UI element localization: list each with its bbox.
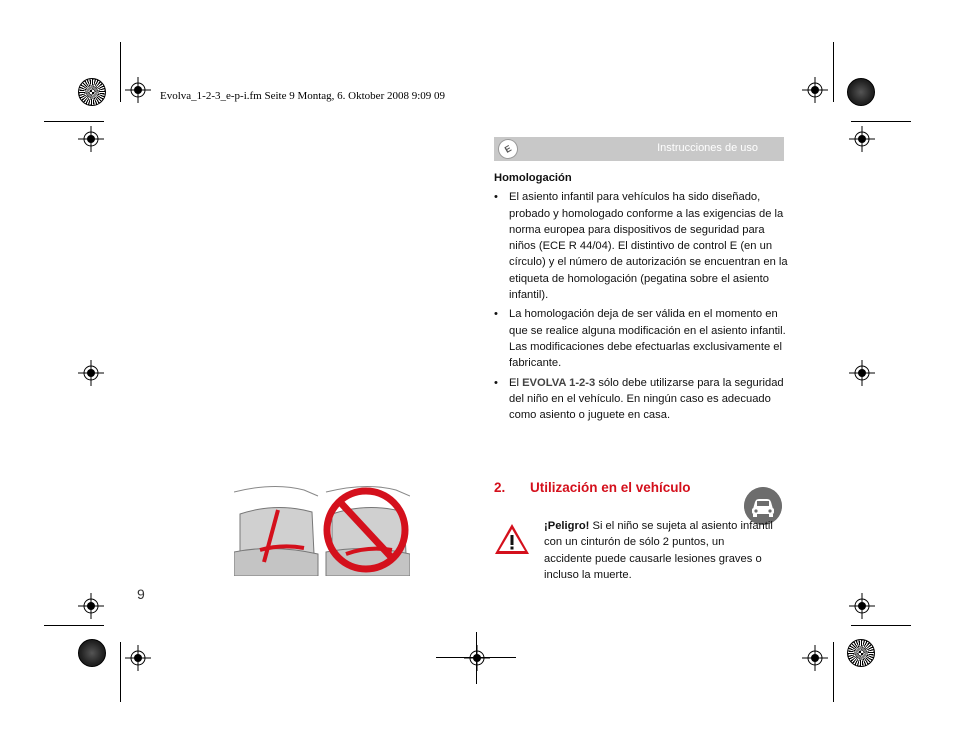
crop-line	[833, 42, 834, 102]
registration-mark-icon	[849, 360, 875, 386]
registration-mark-icon	[125, 77, 151, 103]
seat-belt-illustration	[234, 482, 410, 576]
correct-belt-image	[234, 482, 318, 576]
bullet-text-prefix: El	[509, 376, 523, 389]
crop-line	[476, 632, 477, 684]
list-item	[494, 375, 788, 424]
registration-mark-icon	[802, 645, 828, 671]
crop-line	[44, 625, 104, 626]
color-bar-target-icon	[847, 78, 875, 106]
section-number: 2.	[494, 480, 506, 495]
star-target-icon	[847, 639, 875, 667]
crop-line	[833, 642, 834, 702]
registration-mark-icon	[849, 593, 875, 619]
language-badge: E	[494, 135, 521, 162]
homologation-section	[494, 170, 788, 426]
crop-line	[120, 642, 121, 702]
list-item: • La homologación deja de ser válida en el momento en que se realice alguna modificación en el asiento infantil. Las modificaciones debe efectuarlas exclusivamente el fabricante.	[494, 306, 788, 371]
registration-mark-icon	[464, 645, 490, 671]
homologation-heading: Homologación	[494, 172, 572, 184]
registration-mark-icon	[849, 126, 875, 152]
registration-mark-icon	[802, 77, 828, 103]
bullet-text-suffix: sólo debe utilizarse para la seguridad del niño en el vehículo. En ningún caso es adecuado como asiento o juguete en casa.	[509, 376, 784, 422]
crop-line	[851, 625, 911, 626]
page-number: 9	[137, 586, 145, 602]
crop-line	[851, 121, 911, 122]
incorrect-belt-image	[326, 482, 410, 576]
product-name: EVOLVA 1-2-3	[522, 376, 596, 389]
registration-mark-icon	[78, 593, 104, 619]
warning-body: Si el niño se sujeta al asiento infantil con un cinturón de sólo 2 puntos, un accidente puede causarle lesiones graves o incluso la muerte.	[544, 520, 773, 581]
warning-text	[544, 518, 774, 583]
list-item: • El asiento infantil para vehículos ha sido diseñado, probado y homologado conforme a las exigencias de la norma europea para dispositivos de seguridad para niños (ECE R 44/04). El distintivo de control E (en un círculo) y el número de autorización se encuentran en la etiqueta de homologación (pegatina sobre el asiento infantil).	[494, 189, 788, 303]
section-title: Utilización en el vehículo	[530, 480, 691, 495]
registration-mark-icon	[78, 126, 104, 152]
color-bar-target-icon	[78, 639, 106, 667]
registration-mark-icon	[78, 360, 104, 386]
section-heading	[494, 480, 691, 495]
section-bar-title: Instrucciones de uso	[657, 142, 758, 154]
registration-mark-icon	[125, 645, 151, 671]
warning-triangle-icon	[494, 523, 530, 555]
print-header-line: Evolva_1-2-3_e-p-i.fm Seite 9 Montag, 6. Oktober 2008 9:09 09	[160, 90, 446, 102]
warning-label: ¡Peligro!	[544, 520, 590, 532]
section-bar	[494, 137, 784, 161]
homologation-list	[494, 189, 788, 423]
crop-line	[44, 121, 104, 122]
crop-line	[120, 42, 121, 102]
star-target-icon	[78, 78, 106, 106]
